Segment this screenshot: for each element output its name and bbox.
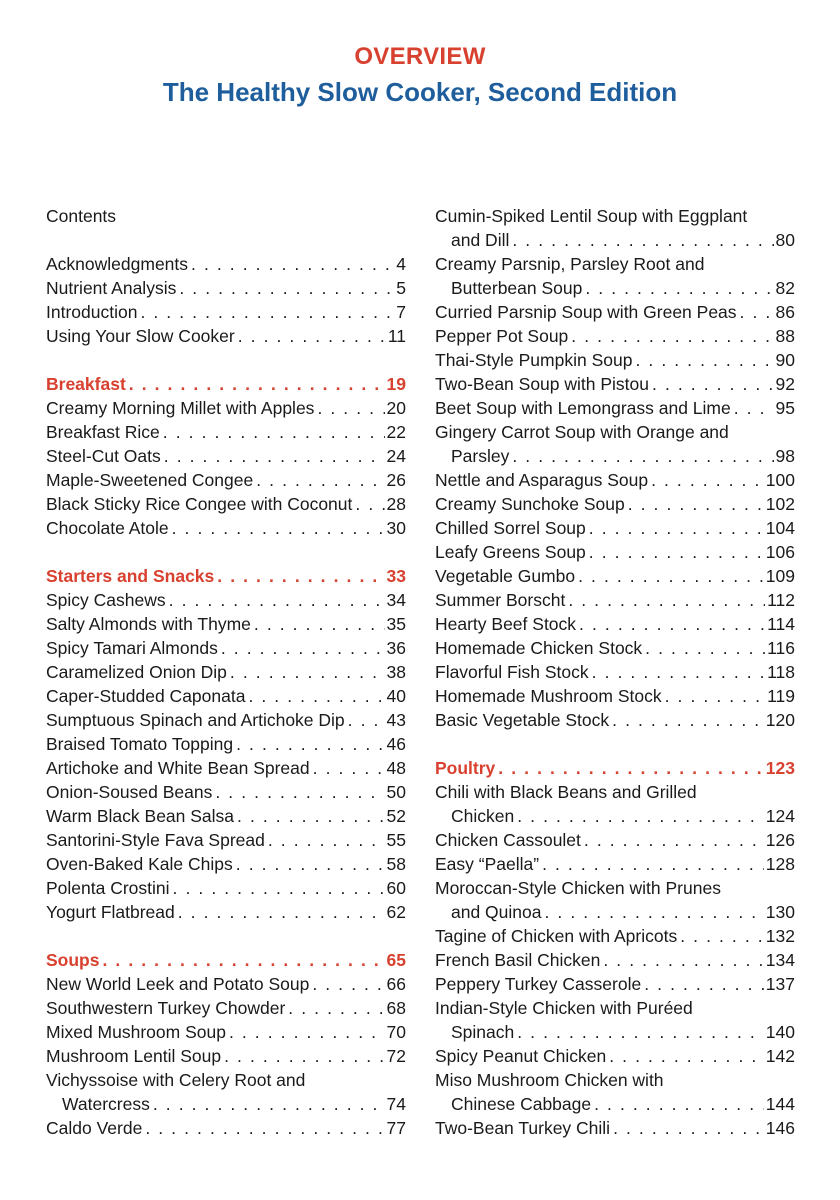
- toc-entry-title: Nutrient Analysis: [46, 278, 177, 298]
- dot-leader: [129, 372, 385, 396]
- toc-entry-title: Creamy Morning Millet with Apples: [46, 398, 315, 418]
- toc-entry-title: Yogurt Flatbread: [46, 902, 175, 922]
- toc-entry[interactable]: [46, 588, 406, 612]
- dot-leader: [579, 612, 765, 636]
- toc-entry-title: Creamy Sunchoke Soup: [435, 494, 625, 514]
- toc-entry-page: 4: [396, 254, 406, 274]
- dot-leader: [628, 492, 764, 516]
- section-page: 19: [386, 374, 406, 394]
- toc-entry-title: Two-Bean Soup with Pistou: [435, 374, 650, 394]
- toc-entry-page: 7: [396, 302, 406, 322]
- toc-entry-title: Basic Vegetable Stock: [435, 710, 610, 730]
- toc-entry-title: French Basil Chicken: [435, 950, 601, 970]
- dot-leader: [145, 1116, 384, 1140]
- toc-entry-continuation[interactable]: [435, 1020, 795, 1044]
- toc-entry-page: 11: [387, 326, 406, 346]
- toc-entry[interactable]: [46, 444, 406, 468]
- dot-leader: [256, 468, 384, 492]
- toc-entry-continuation[interactable]: [46, 1092, 406, 1116]
- dot-leader: [645, 636, 765, 660]
- toc-entry-title: Thai-Style Pumpkin Soup: [435, 350, 633, 370]
- toc-entry-title: Hearty Beef Stock: [435, 614, 577, 634]
- toc-entry[interactable]: [46, 876, 406, 900]
- soups-section: [46, 948, 406, 1140]
- toc-entry-title: Using Your Slow Cooker: [46, 326, 235, 346]
- toc-entry-title: Peppery Turkey Casserole: [435, 974, 642, 994]
- toc-entry-page: 124: [765, 806, 795, 826]
- toc-entry-page: 118: [767, 662, 795, 682]
- toc-entry[interactable]: [46, 684, 406, 708]
- toc-entry-title-cont: Parsley: [451, 446, 510, 466]
- toc-entry[interactable]: [435, 252, 795, 276]
- spacer: [435, 732, 795, 756]
- toc-entry-title: Beet Soup with Lemongrass and Lime: [435, 398, 731, 418]
- section-page: 123: [765, 758, 795, 778]
- dot-leader: [317, 396, 384, 420]
- dot-leader: [178, 900, 385, 924]
- dot-leader: [517, 804, 764, 828]
- toc-entry-page: 82: [775, 278, 795, 298]
- toc-entry[interactable]: [46, 852, 406, 876]
- toc-entry[interactable]: [435, 1068, 795, 1092]
- spacer: [46, 348, 406, 372]
- toc-entry-page: 62: [386, 902, 406, 922]
- toc-entry-page: 36: [386, 638, 406, 658]
- dot-leader: [652, 372, 774, 396]
- toc-entry-page: 137: [765, 974, 795, 994]
- toc-entry-title: Vegetable Gumbo: [435, 566, 576, 586]
- dot-leader: [229, 1020, 385, 1044]
- dot-leader: [221, 636, 385, 660]
- spacer: [46, 228, 406, 252]
- toc-entry-title-cont: Chicken: [451, 806, 515, 826]
- toc-entry-title: Summer Borscht: [435, 590, 566, 610]
- section-title: Breakfast: [46, 374, 126, 394]
- dot-leader: [585, 276, 773, 300]
- toc-entry-page: 60: [386, 878, 406, 898]
- toc-entry[interactable]: [435, 540, 795, 564]
- dot-leader: [173, 876, 385, 900]
- dot-leader: [613, 1116, 764, 1140]
- toc-entry-page: 90: [775, 350, 795, 370]
- toc-entry-page: 58: [386, 854, 406, 874]
- dot-leader: [355, 492, 384, 516]
- toc-entry[interactable]: [46, 828, 406, 852]
- toc-entry-page: 120: [765, 710, 795, 730]
- toc-entry[interactable]: [46, 996, 406, 1020]
- dot-leader: [635, 348, 773, 372]
- toc-entry-title: Nettle and Asparagus Soup: [435, 470, 649, 490]
- toc-entry-title: Caldo Verde: [46, 1118, 143, 1138]
- toc-entry-title: Chicken Cassoulet: [435, 830, 581, 850]
- toc-entry[interactable]: [46, 468, 406, 492]
- dot-leader: [268, 828, 385, 852]
- toc-entry[interactable]: [46, 612, 406, 636]
- toc-entry-page: 130: [765, 902, 795, 922]
- toc-entry[interactable]: [435, 324, 795, 348]
- toc-entry[interactable]: [46, 636, 406, 660]
- dot-leader: [734, 396, 774, 420]
- dot-leader: [164, 444, 385, 468]
- toc-entry[interactable]: [46, 1068, 406, 1092]
- dot-leader: [348, 708, 385, 732]
- toc-entry[interactable]: [46, 708, 406, 732]
- dot-leader: [594, 1092, 764, 1116]
- toc-entry-title: Chilled Sorrel Soup: [435, 518, 586, 538]
- toc-entry-page: 38: [386, 662, 406, 682]
- toc-entry-title: Mushroom Lentil Soup: [46, 1046, 222, 1066]
- toc-entry-page: 126: [765, 830, 795, 850]
- toc-entry-title: Spicy Tamari Almonds: [46, 638, 218, 658]
- toc-entry-title: Homemade Chicken Stock: [435, 638, 643, 658]
- toc-entry-title: Mixed Mushroom Soup: [46, 1022, 226, 1042]
- dot-leader: [589, 540, 764, 564]
- toc-entry[interactable]: [46, 420, 406, 444]
- toc-entry-page: 35: [386, 614, 406, 634]
- contents-label-row: [46, 204, 406, 228]
- toc-entry-page: 22: [386, 422, 406, 442]
- soups-list-left: [46, 972, 406, 1140]
- poultry-section: [435, 756, 795, 1140]
- toc-entry[interactable]: [435, 516, 795, 540]
- toc-entry-title: Introduction: [46, 302, 138, 322]
- contents-label: Contents: [46, 206, 117, 226]
- toc-entry-page: 24: [386, 446, 406, 466]
- toc-entry[interactable]: [435, 588, 795, 612]
- toc-entry-page: 92: [775, 374, 795, 394]
- dot-leader: [312, 972, 384, 996]
- toc-entry-page: 5: [396, 278, 406, 298]
- dot-leader: [584, 828, 764, 852]
- dot-leader: [740, 300, 774, 324]
- dot-leader: [237, 804, 385, 828]
- toc-entry[interactable]: [435, 780, 795, 804]
- toc-entry-title: Spicy Cashews: [46, 590, 166, 610]
- dot-leader: [313, 756, 385, 780]
- toc-entry-page: 20: [386, 398, 406, 418]
- toc-entry-title: Miso Mushroom Chicken with: [435, 1070, 664, 1090]
- section-page: 33: [386, 566, 406, 586]
- toc-entry-title: Moroccan-Style Chicken with Prunes: [435, 878, 721, 898]
- dot-leader: [644, 972, 764, 996]
- toc-entry-page: 26: [386, 470, 406, 490]
- toc-entry-continuation[interactable]: [435, 1092, 795, 1116]
- toc-entry-page: 128: [765, 854, 795, 874]
- toc-entry-page: 119: [767, 686, 795, 706]
- toc-entry-title: Tagine of Chicken with Apricots: [435, 926, 678, 946]
- section-page: 65: [386, 950, 406, 970]
- toc-entry-page: 52: [386, 806, 406, 826]
- toc-entry-page: 34: [386, 590, 406, 610]
- spacer: [46, 540, 406, 564]
- toc-entry[interactable]: [46, 756, 406, 780]
- dot-leader: [236, 732, 384, 756]
- toc-entry-title: Vichyssoise with Celery Root and: [46, 1070, 306, 1090]
- toc-entry-title: Spicy Peanut Chicken: [435, 1046, 607, 1066]
- toc-entry-page: 88: [775, 326, 795, 346]
- toc-entry[interactable]: [46, 972, 406, 996]
- front-matter-list: [46, 252, 406, 348]
- toc-entry[interactable]: [46, 660, 406, 684]
- toc-entry-page: 132: [765, 926, 795, 946]
- toc-entry[interactable]: [46, 396, 406, 420]
- toc-entry-page: 77: [386, 1118, 406, 1138]
- dot-leader: [498, 756, 764, 780]
- section-title: Poultry: [435, 758, 496, 778]
- dot-leader: [140, 300, 394, 324]
- toc-entry-page: 104: [765, 518, 795, 538]
- dot-leader: [179, 276, 394, 300]
- toc-entry-title: Breakfast Rice: [46, 422, 160, 442]
- dot-leader: [236, 852, 385, 876]
- toc-entry-title-cont: Chinese Cabbage: [451, 1094, 592, 1114]
- toc-entry-title: Oven-Baked Kale Chips: [46, 854, 233, 874]
- toc-entry-page: 106: [765, 542, 795, 562]
- toc-entry[interactable]: [435, 684, 795, 708]
- toc-entry[interactable]: [46, 1020, 406, 1044]
- toc-entry-title: Chocolate Atole: [46, 518, 169, 538]
- toc-entry-title: Artichoke and White Bean Spread: [46, 758, 310, 778]
- toc-entry-page: 102: [765, 494, 795, 514]
- toc-entry[interactable]: [435, 708, 795, 732]
- toc-entry-page: 30: [386, 518, 406, 538]
- toc-entry-page: 28: [386, 494, 406, 514]
- toc-entry-title: Salty Almonds with Thyme: [46, 614, 251, 634]
- toc-entry-title: Maple-Sweetened Congee: [46, 470, 254, 490]
- toc-entry-page: 74: [386, 1094, 406, 1114]
- toc-entry-page: 140: [765, 1022, 795, 1042]
- toc-entry-title: Indian-Style Chicken with Puréed: [435, 998, 693, 1018]
- poultry-list: [435, 780, 795, 1140]
- toc-entry-title: Santorini-Style Fava Spread: [46, 830, 265, 850]
- toc-entry-title: Pepper Pot Soup: [435, 326, 569, 346]
- toc-entry[interactable]: [46, 804, 406, 828]
- toc-entry-page: 134: [765, 950, 795, 970]
- toc-entry[interactable]: [435, 828, 795, 852]
- toc-entry-page: 48: [386, 758, 406, 778]
- toc-entry[interactable]: [46, 732, 406, 756]
- dot-leader: [512, 228, 773, 252]
- dot-leader: [592, 660, 765, 684]
- toc-entry-title-cont: and Dill: [451, 230, 510, 250]
- dot-leader: [665, 684, 765, 708]
- dot-leader: [545, 900, 764, 924]
- section-heading-poultry[interactable]: [435, 756, 795, 780]
- dot-leader: [217, 564, 384, 588]
- dot-leader: [191, 252, 394, 276]
- dot-leader: [169, 588, 385, 612]
- toc-entry-page: 43: [386, 710, 406, 730]
- toc-entry-title: Curried Parsnip Soup with Green Peas: [435, 302, 737, 322]
- toc-entry-title: Sumptuous Spinach and Artichoke Dip: [46, 710, 345, 730]
- starters-list: [46, 588, 406, 924]
- toc-entry-page: 66: [386, 974, 406, 994]
- toc-entry[interactable]: [435, 1044, 795, 1068]
- dot-leader: [172, 516, 385, 540]
- section-title: Soups: [46, 950, 100, 970]
- dot-leader: [517, 1020, 764, 1044]
- toc-entry[interactable]: [46, 900, 406, 924]
- dot-leader: [578, 564, 764, 588]
- toc-entry-page: 100: [765, 470, 795, 490]
- toc-entry-title: Steel-Cut Oats: [46, 446, 161, 466]
- section-title: Starters and Snacks: [46, 566, 215, 586]
- toc-entry-continuation[interactable]: [435, 276, 795, 300]
- toc-entry-title: Creamy Parsnip, Parsley Root and: [435, 254, 705, 274]
- dot-leader: [153, 1092, 385, 1116]
- toc-entry[interactable]: [435, 612, 795, 636]
- soups-list-right: [435, 204, 795, 732]
- toc-entry[interactable]: [435, 1116, 795, 1140]
- dot-leader: [680, 924, 764, 948]
- dot-leader: [102, 948, 384, 972]
- toc-entry[interactable]: [46, 492, 406, 516]
- dot-leader: [163, 420, 385, 444]
- toc-entry-continuation[interactable]: [435, 804, 795, 828]
- dot-leader: [288, 996, 384, 1020]
- toc-entry-page: 68: [386, 998, 406, 1018]
- toc-entry-title: Leafy Greens Soup: [435, 542, 586, 562]
- toc-entry-title: Chili with Black Beans and Grilled: [435, 782, 697, 802]
- toc-entry[interactable]: [46, 1044, 406, 1068]
- toc-column-left: [46, 204, 406, 1140]
- toc-entry[interactable]: [435, 564, 795, 588]
- toc-entry[interactable]: [435, 852, 795, 876]
- toc-entry[interactable]: [435, 492, 795, 516]
- toc-entry[interactable]: [435, 876, 795, 900]
- starters-section: [46, 564, 406, 924]
- toc-entry[interactable]: [46, 252, 406, 276]
- dot-leader: [230, 660, 385, 684]
- toc-entry[interactable]: [46, 300, 406, 324]
- toc-entry-page: 146: [765, 1118, 795, 1138]
- toc-entry-title: Warm Black Bean Salsa: [46, 806, 235, 826]
- toc-entry-page: 109: [765, 566, 795, 586]
- toc-entry-page: 70: [386, 1022, 406, 1042]
- toc-entry[interactable]: [435, 636, 795, 660]
- toc-entry-title: Southwestern Turkey Chowder: [46, 998, 286, 1018]
- toc-entry-page: 98: [775, 446, 795, 466]
- section-heading-breakfast[interactable]: [46, 372, 406, 396]
- dot-leader: [603, 948, 763, 972]
- toc-column-right: [435, 204, 795, 1140]
- toc-entry-title: Polenta Crostini: [46, 878, 170, 898]
- toc-entry-title: Braised Tomato Topping: [46, 734, 234, 754]
- toc-entry[interactable]: [435, 924, 795, 948]
- dot-leader: [248, 684, 384, 708]
- dot-leader: [512, 444, 773, 468]
- toc-entry-continuation[interactable]: [435, 444, 795, 468]
- toc-entry-page: 55: [386, 830, 406, 850]
- toc-entry-title-cont: and Quinoa: [451, 902, 542, 922]
- toc-entry-continuation[interactable]: [435, 900, 795, 924]
- toc-entry[interactable]: [435, 396, 795, 420]
- toc-entry-page: 116: [767, 638, 795, 658]
- breakfast-list: [46, 396, 406, 540]
- toc-entry-page: 144: [765, 1094, 795, 1114]
- toc-entry[interactable]: [435, 204, 795, 228]
- toc-entry-page: 50: [386, 782, 406, 802]
- spacer: [46, 924, 406, 948]
- toc-entry[interactable]: [435, 372, 795, 396]
- dot-leader: [238, 324, 386, 348]
- dot-leader: [571, 324, 773, 348]
- toc-entry[interactable]: [435, 996, 795, 1020]
- toc-entry-page: 95: [775, 398, 795, 418]
- toc-entry[interactable]: [46, 324, 406, 348]
- toc-entry[interactable]: [46, 516, 406, 540]
- toc-entry-page: 72: [386, 1046, 406, 1066]
- dot-leader: [651, 468, 764, 492]
- toc-entry-continuation[interactable]: [435, 228, 795, 252]
- dot-leader: [568, 588, 765, 612]
- section-heading-starters[interactable]: [46, 564, 406, 588]
- toc-entry-title: Homemade Mushroom Stock: [435, 686, 662, 706]
- toc-entry-title-cont: Butterbean Soup: [451, 278, 583, 298]
- toc-entry-page: 46: [386, 734, 406, 754]
- dot-leader: [254, 612, 385, 636]
- toc-entry-page: 142: [765, 1046, 795, 1066]
- toc-entry[interactable]: [435, 972, 795, 996]
- page-header: [0, 42, 840, 108]
- toc-entry-title-cont: Spinach: [451, 1022, 515, 1042]
- toc-entry-title: Easy “Paella”: [435, 854, 540, 874]
- dot-leader: [542, 852, 764, 876]
- toc-entry[interactable]: [435, 300, 795, 324]
- toc-entry-title: Cumin-Spiked Lentil Soup with Eggplant: [435, 206, 748, 226]
- toc-entry-title: Flavorful Fish Stock: [435, 662, 589, 682]
- toc-entry-title: Two-Bean Turkey Chili: [435, 1118, 611, 1138]
- toc-entry-title: Caramelized Onion Dip: [46, 662, 227, 682]
- toc-entry[interactable]: [46, 1116, 406, 1140]
- dot-leader: [224, 1044, 384, 1068]
- overview-heading: OVERVIEW: [354, 43, 486, 70]
- breakfast-section: [46, 372, 406, 540]
- toc-entry[interactable]: [435, 468, 795, 492]
- toc-entry[interactable]: [435, 348, 795, 372]
- toc-entry[interactable]: [435, 660, 795, 684]
- toc-entry-title: Gingery Carrot Soup with Orange and: [435, 422, 729, 442]
- toc-entry[interactable]: [46, 780, 406, 804]
- toc-entry-title: Acknowledgments: [46, 254, 189, 274]
- toc-entry-title: Caper-Studded Caponata: [46, 686, 246, 706]
- toc-entry-title: Onion-Soused Beans: [46, 782, 213, 802]
- toc-entry[interactable]: [435, 420, 795, 444]
- section-heading-soups[interactable]: [46, 948, 406, 972]
- dot-leader: [589, 516, 764, 540]
- dot-leader: [215, 780, 384, 804]
- dot-leader: [609, 1044, 764, 1068]
- toc-entry-page: 80: [775, 230, 795, 250]
- toc-entry[interactable]: [46, 276, 406, 300]
- toc-entry-page: 114: [767, 614, 795, 634]
- dot-leader: [612, 708, 764, 732]
- toc-entry[interactable]: [435, 948, 795, 972]
- book-title: The Healthy Slow Cooker, Second Edition: [162, 77, 678, 107]
- toc-entry-title: Black Sticky Rice Congee with Coconut: [46, 494, 353, 514]
- toc-entry-title-cont: Watercress: [62, 1094, 150, 1114]
- toc-entry-page: 112: [767, 590, 795, 610]
- toc-entry-page: 86: [775, 302, 795, 322]
- toc-entry-page: 40: [386, 686, 406, 706]
- toc-entry-title: New World Leek and Potato Soup: [46, 974, 310, 994]
